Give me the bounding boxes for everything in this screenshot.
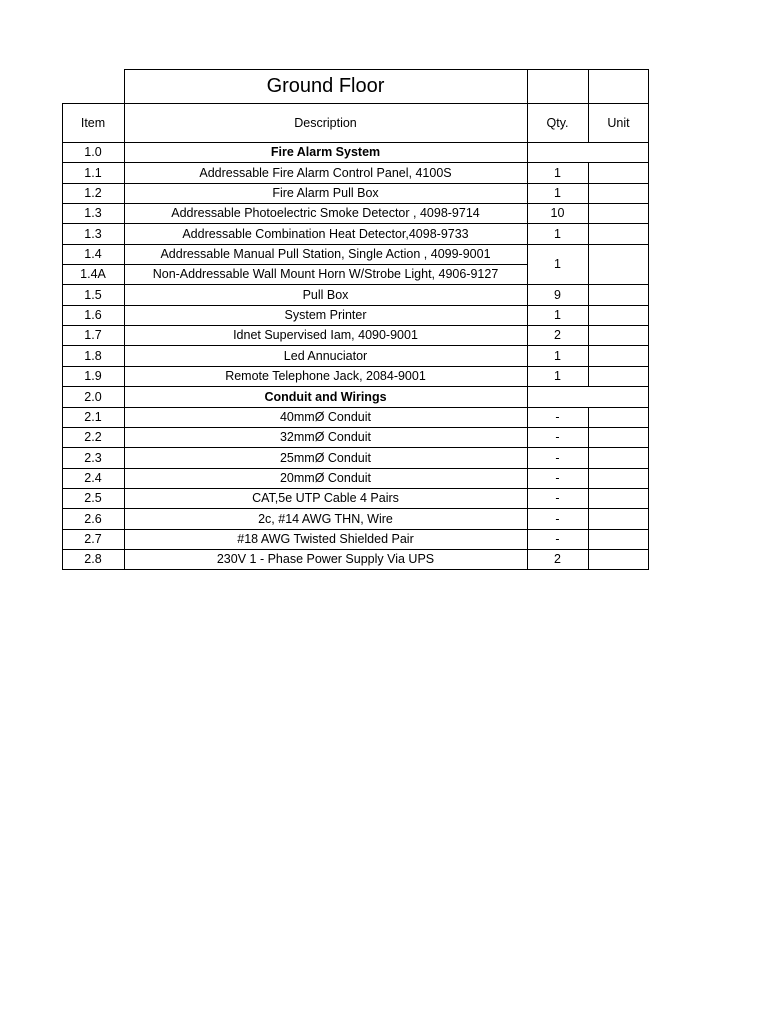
grid-line: [62, 325, 649, 326]
grid-line: [62, 508, 649, 509]
grid-line: [588, 162, 589, 386]
grid-line: [62, 447, 649, 448]
item-unit: [588, 386, 649, 407]
item-qty: 1: [554, 348, 561, 363]
item-qty: [527, 386, 588, 407]
item-number: 1.5: [84, 287, 102, 302]
item-number: 1.7: [84, 328, 102, 342]
section-heading: Conduit and Wirings: [264, 389, 387, 404]
item-number: 2.2: [84, 430, 102, 444]
item-qty: 9: [554, 287, 561, 302]
item-description: #18 AWG Twisted Shielded Pair: [237, 532, 414, 546]
item-description: Addressable Combination Heat Detector,4098-9733: [182, 226, 469, 241]
item-unit: [588, 325, 649, 345]
page-title: Ground Floor: [266, 75, 385, 97]
item-description: Fire Alarm Pull Box: [272, 186, 379, 200]
item-qty: 1: [554, 226, 561, 241]
grid-line: [527, 103, 528, 570]
section-heading: Fire Alarm System: [270, 145, 381, 159]
grid-line: [62, 103, 63, 570]
grid-line: [62, 427, 649, 428]
grid-line: [62, 223, 649, 224]
item-number: 1.1: [84, 165, 102, 180]
grid-line: [62, 386, 649, 387]
item-number: 2.6: [84, 511, 102, 526]
item-qty: [527, 142, 588, 162]
item-number: 1.3: [84, 206, 102, 220]
item-description: Non-Addressable Wall Mount Horn W/Strobe Light, 4906-9127: [152, 267, 499, 281]
item-unit: [588, 427, 649, 447]
item-unit: [588, 183, 649, 203]
item-description: 20mmØ Conduit: [279, 471, 371, 485]
grid-line: [648, 103, 649, 570]
item-number: 2.0: [84, 389, 102, 404]
item-description: 40mmØ Conduit: [279, 410, 371, 424]
grid-line: [648, 69, 649, 104]
item-qty: -: [555, 471, 560, 485]
grid-line: [62, 366, 649, 367]
item-description: 25mmØ Conduit: [279, 450, 371, 465]
item-unit: [588, 529, 649, 549]
item-unit: [588, 549, 649, 569]
item-qty: 1: [554, 186, 561, 200]
item-unit: [588, 508, 649, 529]
item-number: 1.4A: [80, 267, 106, 281]
item-number: 1.0: [84, 145, 102, 159]
item-unit: [588, 162, 649, 183]
item-qty: -: [555, 430, 560, 444]
item-number: 1.2: [84, 186, 102, 200]
item-unit: [588, 345, 649, 366]
item-description: Remote Telephone Jack, 2084-9001: [225, 369, 426, 383]
item-qty: 1: [554, 257, 561, 271]
item-unit: [588, 203, 649, 223]
item-number: 1.9: [84, 369, 102, 383]
item-number: 2.7: [84, 532, 102, 546]
item-number: 1.8: [84, 348, 102, 363]
item-description: Addressable Manual Pull Station, Single Action , 4099-9001: [160, 247, 491, 261]
item-number: 2.8: [84, 552, 102, 566]
item-qty: 2: [554, 552, 561, 566]
item-description: Led Annuciator: [283, 348, 368, 363]
grid-line: [62, 569, 649, 570]
item-unit: [588, 447, 649, 468]
grid-line: [527, 69, 528, 104]
item-description: 230V 1 - Phase Power Supply Via UPS: [216, 552, 435, 566]
grid-line: [62, 488, 649, 489]
item-number: 2.5: [84, 491, 102, 505]
header-description: Description: [294, 116, 357, 130]
grid-line: [62, 183, 649, 184]
grid-line: [62, 284, 649, 285]
item-unit: [588, 366, 649, 386]
item-number: 1.6: [84, 308, 102, 322]
item-number: 2.4: [84, 471, 102, 485]
grid-line: [62, 529, 649, 530]
item-qty: -: [555, 532, 560, 546]
item-number: 2.3: [84, 450, 102, 465]
item-description: 32mmØ Conduit: [279, 430, 371, 444]
grid-line: [62, 468, 649, 469]
grid-line: [588, 103, 589, 142]
grid-line: [62, 162, 649, 163]
grid-line: [62, 264, 528, 265]
item-unit: [588, 468, 649, 488]
header-item: Item: [80, 116, 106, 130]
grid-line: [62, 142, 649, 143]
grid-line: [124, 69, 649, 70]
item-qty: -: [555, 450, 560, 465]
item-qty: 2: [554, 328, 561, 342]
item-qty: 1: [554, 308, 561, 322]
grid-line: [62, 305, 649, 306]
item-description: Addressable Photoelectric Smoke Detector , 4098-9714: [171, 206, 480, 220]
item-number: 2.1: [84, 410, 102, 424]
item-qty: -: [555, 511, 560, 526]
item-number: 1.4: [84, 247, 102, 261]
grid-line: [62, 549, 649, 550]
item-unit: [588, 244, 649, 284]
item-qty: -: [555, 491, 560, 505]
item-unit: [588, 142, 649, 162]
item-unit: [588, 407, 649, 427]
item-description: Idnet Supervised Iam, 4090-9001: [233, 328, 418, 342]
grid-line: [124, 69, 125, 104]
item-description: Pull Box: [302, 287, 349, 302]
item-unit: [588, 223, 649, 244]
item-qty: -: [555, 410, 560, 424]
grid-line: [62, 244, 649, 245]
grid-line: [62, 345, 649, 346]
item-description: CAT,5e UTP Cable 4 Pairs: [252, 491, 399, 505]
item-number: 1.3: [84, 226, 102, 241]
item-description: Addressable Fire Alarm Control Panel, 4100S: [199, 165, 452, 180]
item-unit: [588, 284, 649, 305]
item-qty: 1: [554, 165, 561, 180]
header-unit: Unit: [607, 116, 630, 130]
grid-line: [124, 103, 125, 570]
grid-line: [62, 407, 649, 408]
item-qty: 1: [554, 369, 561, 383]
item-description: System Printer: [284, 308, 367, 322]
grid-line: [62, 203, 649, 204]
item-unit: [588, 305, 649, 325]
header-qty: Qty.: [546, 116, 569, 130]
grid-line: [588, 69, 589, 104]
item-description: 2c, #14 AWG THN, Wire: [258, 511, 393, 526]
grid-line: [62, 103, 649, 104]
item-unit: [588, 488, 649, 508]
item-qty: 10: [550, 206, 565, 220]
